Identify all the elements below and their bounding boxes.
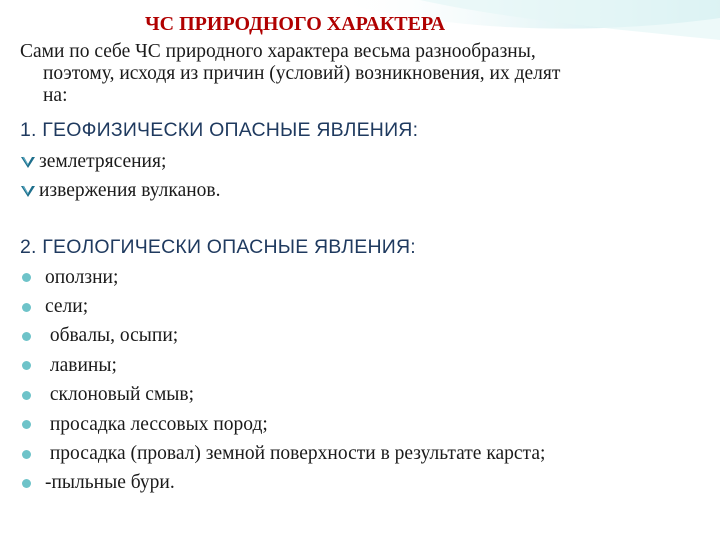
list-item-text: сели; xyxy=(45,296,89,318)
intro-paragraph xyxy=(20,41,680,107)
list-item-text: -пыльные бури. xyxy=(45,472,175,494)
list-item xyxy=(20,176,221,205)
list-item xyxy=(20,439,545,468)
section-heading-geological: 2. ГЕОЛОГИЧЕСКИ ОПАСНЫЕ ЯВЛЕНИЯ: xyxy=(20,236,416,258)
list-item-text: оползни; xyxy=(45,266,119,288)
section-heading-geophysical: 1. ГЕОФИЗИЧЕСКИ ОПАСНЫЕ ЯВЛЕНИЯ: xyxy=(20,119,419,141)
list-item xyxy=(20,381,545,410)
checkmark-v-icon xyxy=(20,154,36,170)
list-item-text: извержения вулканов. xyxy=(39,180,221,202)
round-bullet-icon xyxy=(22,332,31,341)
geophysical-list xyxy=(20,147,221,206)
slide-title: ЧС ПРИРОДНОГО ХАРАКТЕРА xyxy=(145,13,446,35)
intro-line: Сами по себе ЧС природного характера весьма разнообразны, xyxy=(20,41,536,62)
list-item-text: лавины; xyxy=(45,354,117,376)
round-bullet-icon xyxy=(22,303,31,312)
list-item xyxy=(20,292,545,321)
list-item-text: обвалы, осыпи; xyxy=(45,325,179,347)
list-item xyxy=(20,322,545,351)
list-item xyxy=(20,351,545,380)
list-item-text: просадка (провал) земной поверхности в результате карста; xyxy=(45,443,546,465)
round-bullet-icon xyxy=(22,450,31,459)
checkmark-v-icon xyxy=(20,183,36,199)
list-item xyxy=(20,410,545,439)
round-bullet-icon xyxy=(22,273,31,282)
intro-line: на: xyxy=(43,85,68,106)
list-item-text: склоновый смыв; xyxy=(45,384,195,406)
list-item-text: просадка лессовых пород; xyxy=(45,413,268,435)
list-item xyxy=(20,469,545,498)
list-item xyxy=(20,147,221,176)
geological-list xyxy=(20,263,545,498)
round-bullet-icon xyxy=(22,361,31,370)
list-item-text: землетрясения; xyxy=(39,150,167,172)
intro-line: поэтому, исходя из причин (условий) возникновения, их делят xyxy=(43,63,561,84)
round-bullet-icon xyxy=(22,479,31,488)
round-bullet-icon xyxy=(22,391,31,400)
round-bullet-icon xyxy=(22,420,31,429)
list-item xyxy=(20,263,545,292)
